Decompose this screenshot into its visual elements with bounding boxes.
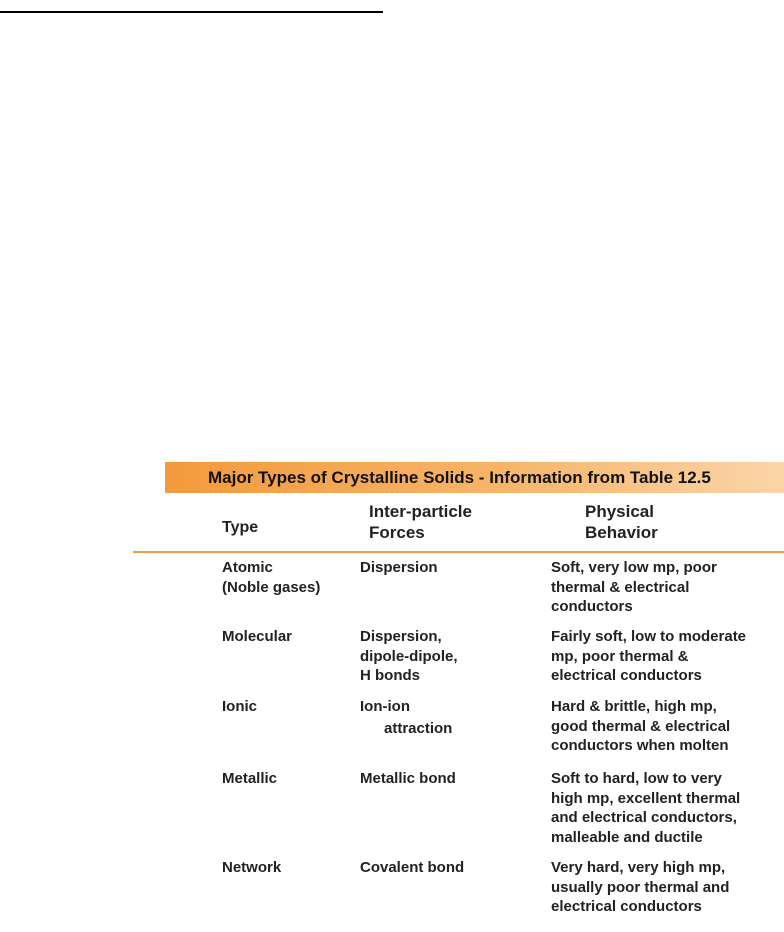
header-behavior [585, 501, 658, 543]
cell-line: Soft to hard, low to very [551, 770, 722, 787]
header-behavior-line2: Behavior [585, 523, 658, 542]
cell-line: Dispersion [360, 559, 438, 576]
cell-line: electrical conductors [551, 667, 702, 684]
cell-line: Very hard, very high mp, [551, 859, 726, 876]
row-ionic-type [222, 697, 352, 717]
cell-line: malleable and ductile [551, 828, 703, 846]
header-type: Type [222, 519, 259, 536]
row-molecular-behavior [551, 627, 781, 686]
cell-line: Dispersion, [360, 628, 442, 645]
cell-line: thermal & electrical [551, 578, 690, 596]
cell-line: good thermal & electrical [551, 717, 731, 735]
row-network-forces [360, 858, 540, 878]
row-metallic-behavior [551, 769, 781, 847]
cell-line: Molecular [222, 628, 293, 645]
cell-line: conductors [551, 598, 633, 615]
cell-line: Hard & brittle, high mp, [551, 698, 717, 715]
cell-line: Network [222, 859, 282, 876]
header-forces-line1: Inter-particle [369, 502, 472, 521]
cell-line: usually poor thermal and [551, 878, 730, 896]
header-forces [369, 501, 472, 543]
cell-line: Ionic [222, 698, 258, 715]
cell-line: high mp, excellent thermal [551, 789, 741, 807]
cell-line: Ion-ion [360, 698, 410, 715]
cell-line: Metallic bond [360, 770, 456, 787]
row-atomic-type [222, 558, 352, 597]
cell-line: Atomic [222, 559, 273, 576]
row-metallic-type [222, 769, 352, 789]
header-divider [133, 551, 784, 553]
cell-line: attraction [384, 719, 453, 737]
table-title: Major Types of Crystalline Solids - Information from Table 12.5 [208, 468, 711, 487]
cell-line: Soft, very low mp, poor [551, 559, 717, 576]
row-network-type [222, 858, 352, 878]
header-behavior-line1: Physical [585, 502, 654, 521]
row-metallic-forces [360, 769, 540, 789]
header-forces-line2: Forces [369, 523, 425, 542]
cell-line: and electrical conductors, [551, 809, 737, 826]
cell-line: Metallic [222, 770, 278, 787]
row-molecular-type [222, 627, 352, 647]
cell-line: H bonds [360, 667, 420, 684]
row-network-behavior [551, 858, 781, 917]
cell-line: (Noble gases) [222, 578, 321, 596]
top-rule [0, 11, 383, 13]
cell-line: Fairly soft, low to moderate [551, 628, 747, 645]
row-atomic-behavior [551, 558, 781, 617]
cell-line: conductors when molten [551, 737, 729, 754]
cell-line: dipole-dipole, [360, 647, 458, 665]
cell-line: mp, poor thermal & [551, 647, 689, 665]
row-molecular-forces [360, 627, 540, 686]
row-ionic-behavior [551, 697, 781, 756]
row-atomic-forces [360, 558, 540, 578]
row-ionic-forces [360, 697, 540, 738]
cell-line: Covalent bond [360, 859, 465, 876]
cell-line: electrical conductors [551, 898, 702, 915]
